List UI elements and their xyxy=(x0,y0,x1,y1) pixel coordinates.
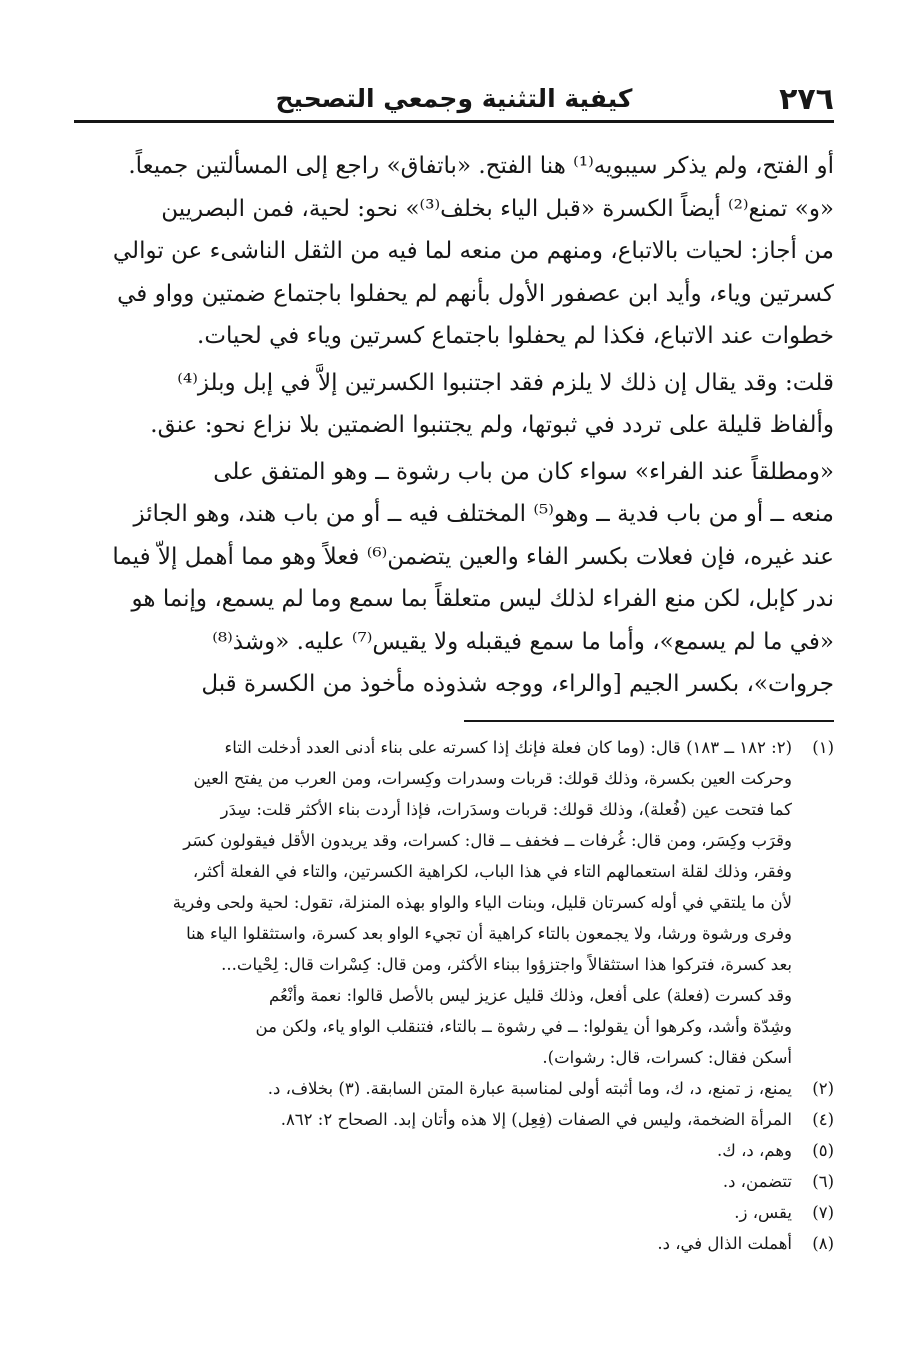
footnote-line: بعد كسرة، فتركوا هذا استثقالاً واجتزؤوا ببناء الأكثر، ومن قال: كِسْرات قال: لِحْيات... xyxy=(221,954,792,974)
footnote xyxy=(74,1166,834,1197)
footnote-text xyxy=(74,732,792,1073)
footnotes xyxy=(74,732,834,1259)
footnote-text: يمنع، ز تمنع، د، ك، وما أثبته أولى لمناسبة عبارة المتن السابقة. (٣) بخلاف، د. xyxy=(267,1078,792,1098)
book-page xyxy=(74,60,834,1350)
footnote-line: (٢: ١٨٢ ــ ١٨٣) قال: (وما كان فعلة فإنك إذا كسرته على بناء أدنى العدد أدخلت التاء xyxy=(224,737,792,757)
footnote-line: وشِدّة وأشد، وكرهوا أن يقولوا: ــ في رشوة ــ بالتاء، فتنقلب الواو ياء، ولكن من xyxy=(255,1016,792,1036)
footnote-number: (١) xyxy=(812,737,834,757)
text-line: «ومطلقاً عند الفراء» سواء كان من باب رشوة ــ وهو المتفق على xyxy=(213,458,834,485)
text-line: أو الفتح، ولم يذكر سيبويه⁽¹⁾ هنا الفتح. «باتفاق» راجع إلى المسألتين جميعاً. xyxy=(128,153,834,179)
footnote-text: أهملت الذال في، د. xyxy=(657,1233,792,1253)
text-line: جروات»، بكسر الجيم [والراء، ووجه شذوذه مأخوذ من الكسرة قبل xyxy=(201,671,834,697)
text-line: منعه ــ أو من باب فدية ــ وهو⁽⁵⁾ المختلف فيه ــ أو من باب هند، وهو الجائز xyxy=(133,501,834,527)
footnote-line: وقد كسرت (فعلة) على أفعل، وذلك قليل عزيز ليس بالأصل قالوا: نعمة وأنْعُم xyxy=(269,985,792,1005)
text-line: عند غيره، فإن فعلات بكسر الفاء والعين يتضمن⁽⁶⁾ فعلاً وهو مما أهمل إلاّ فيما xyxy=(112,543,834,570)
footnote-text: يقس، ز. xyxy=(734,1202,792,1222)
footnote-line: وقرَب وكِسَر، ومن قال: غُرفات ــ فخفف ــ قال: كسرات، وقد يريدون الأقل فيقولون كسَر xyxy=(183,830,792,850)
text-line: كسرتين وياء، وأيد ابن عصفور الأول بأنهم لم يحفلوا باجتماع ضمتين وواو في xyxy=(117,280,834,307)
footnote xyxy=(74,1135,834,1166)
main-text xyxy=(74,145,834,706)
footnote-line: وفقر، وذلك لقلة استعمالهم التاء في هذا الباب، لكراهية الكسرتين، والتاء في الفعلة أكثر، xyxy=(192,861,792,881)
footnote-number: (٤) xyxy=(812,1109,834,1129)
text-line: ندر كإبل، لكن منع الفراء لذلك ليس متعلقاً بما سمع وما لم يسمع، وإنما هو xyxy=(131,586,834,612)
footnote-number: (٨) xyxy=(812,1233,834,1253)
text-line: خطوات عند الاتباع، فكذا لم يحفلوا باجتماع كسرتين وياء في لحيات. xyxy=(197,323,834,349)
footnote-line: أسكن فقال: كسرات، قال: رشوات). xyxy=(542,1047,792,1067)
running-header xyxy=(74,60,834,123)
chapter-title: كيفية التثنية وجمعي التصحيح xyxy=(275,84,633,113)
footnote xyxy=(74,1073,834,1104)
footnote-text: المرأة الضخمة، وليس في الصفات (فِعِل) إلا هذه وأتان إبد. الصحاح ٢: ٨٦٢. xyxy=(280,1109,792,1129)
text-line: «في ما لم يسمع»، وأما ما سمع فيقبله ولا يقيس⁽⁷⁾ عليه. «وشذ⁽⁸⁾ xyxy=(212,628,834,655)
footnote-number: (٧) xyxy=(812,1202,834,1222)
footnote-text: وهم، د، ك. xyxy=(717,1140,792,1160)
footnote-number: (٥) xyxy=(812,1140,834,1160)
footnote-line: لأن ما يلتقي في أوله كسرتان قليل، وبنات الياء والواو بهذه المنزلة، تقول: لحية ولحى وفرية xyxy=(172,892,792,912)
footnote-line: وحركت العين بكسرة، وذلك قولك: قربات وسدرات وكِسرات، ومن العرب من يفتح العين xyxy=(193,768,792,788)
footnote-text: تتضمن، د. xyxy=(722,1171,792,1191)
footnote-number: (٢) xyxy=(812,1078,834,1098)
footnote-line: كما فتحت عين (فُعلة)، وذلك قولك: قربات وسدَرات، فإذا أردت بناء الأكثر قلت: سِدَر xyxy=(220,799,792,819)
footnote xyxy=(74,1197,834,1228)
footnote-line: وفرى ورشوة ورشا، ولا يجمعون بالتاء كراهية أن تجيء الواو بعد كسرة، واستثقلوا الياء هنا xyxy=(186,923,792,943)
footnote xyxy=(74,1104,834,1135)
footnote xyxy=(74,732,834,1073)
footnote xyxy=(74,1228,834,1259)
page-number: ٢٧٦ xyxy=(779,82,834,117)
paragraph xyxy=(74,145,834,358)
text-line: وألفاظ قليلة على تردد في ثبوتها، ولم يجتنبوا الضمتين بلا نزاع نحو: عنق. xyxy=(150,412,834,438)
text-line: قلت: وقد يقال إن ذلك لا يلزم فقد اجتنبوا الكسرتين إلاَّ في إبل وبلز⁽⁴⁾ xyxy=(177,369,834,396)
text-line: من أجاز: لحيات بالاتباع، ومنهم من منعه لما فيه من الثقل الناشىء عن توالي xyxy=(112,238,834,264)
footnote-number: (٦) xyxy=(812,1171,834,1191)
text-line: «و» تمنع⁽²⁾ أيضاً الكسرة «قبل الياء بخلف⁽³⁾» نحو: لحية، فمن البصريين xyxy=(161,195,834,222)
paragraph xyxy=(74,451,834,706)
footnote-divider xyxy=(464,720,834,722)
paragraph xyxy=(74,362,834,447)
